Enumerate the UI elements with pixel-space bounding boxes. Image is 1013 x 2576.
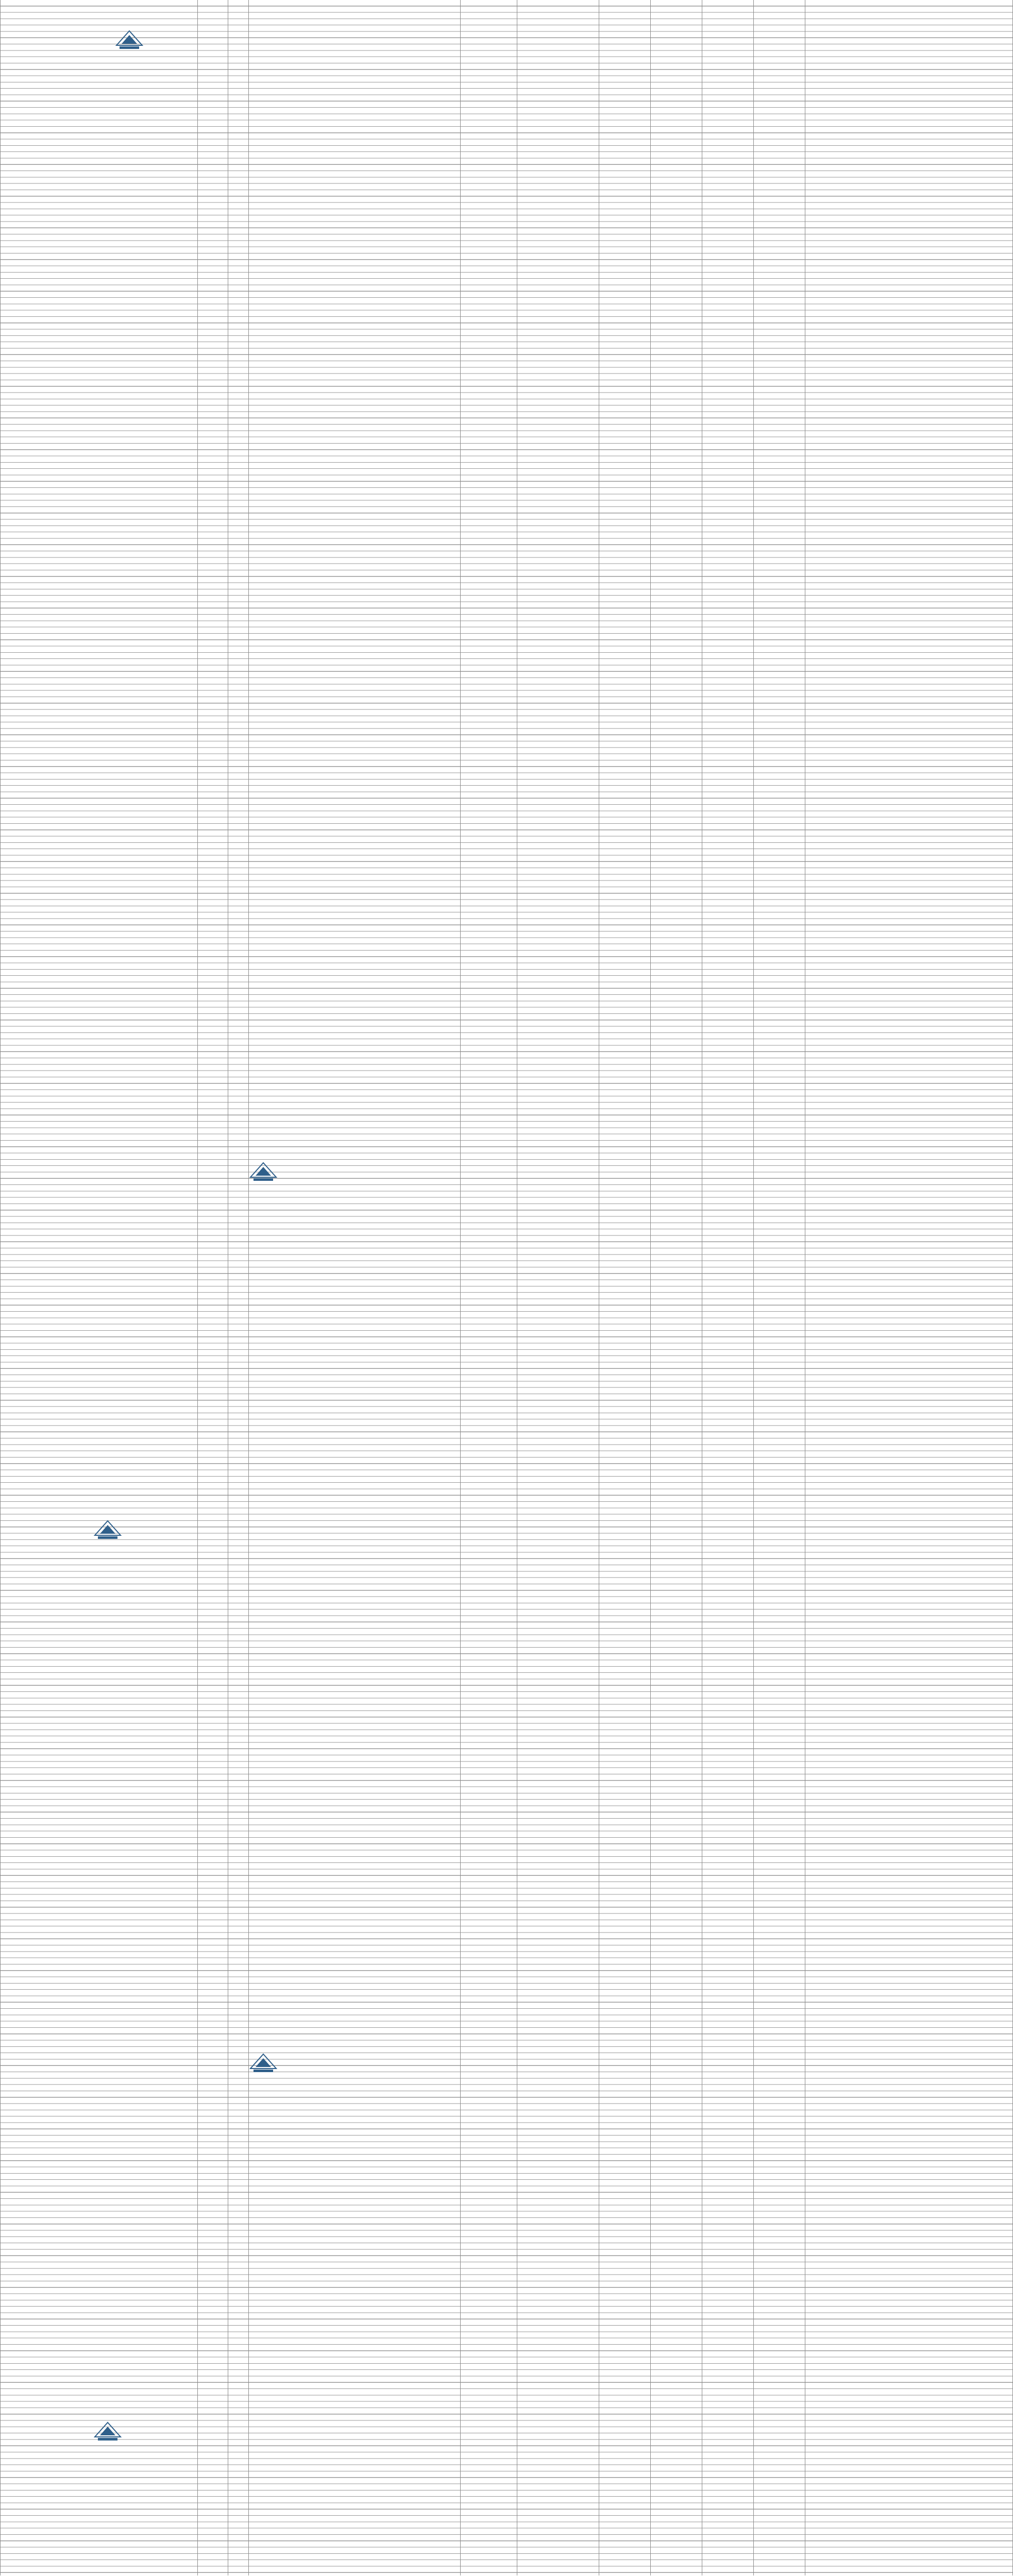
cell-c3 — [652, 96, 701, 101]
cell-c6 — [462, 45, 516, 50]
cell-code — [199, 1, 227, 6]
cell-title — [806, 32, 1010, 38]
cell-c4 — [600, 32, 649, 38]
company-logo-icon — [93, 2421, 123, 2442]
cell-c5 — [518, 70, 598, 76]
table-row — [0, 39, 1013, 44]
cell-c3 — [652, 32, 701, 38]
cell-c6 — [462, 83, 516, 89]
cell-title — [806, 77, 1010, 82]
cell-c4 — [600, 1, 649, 6]
table-row — [0, 51, 1013, 57]
cell-c7 — [250, 20, 459, 25]
cell-c4 — [600, 13, 649, 19]
cell-c1 — [755, 51, 804, 57]
cell-c5 — [518, 13, 598, 19]
cell-c4 — [600, 39, 649, 44]
cell-title — [806, 20, 1010, 25]
cell-c4 — [600, 64, 649, 70]
company-logo-icon — [248, 1162, 278, 1182]
cell-code — [199, 89, 227, 95]
cell-c3 — [652, 26, 701, 31]
table-row — [0, 70, 1013, 76]
cell-c2 — [703, 26, 752, 31]
cell-c7 — [250, 51, 459, 57]
cell-c3 — [652, 70, 701, 76]
cell-c4 — [600, 20, 649, 25]
cell-c4 — [600, 58, 649, 63]
cell-c1 — [755, 1, 804, 6]
cell-c6 — [462, 77, 516, 82]
cell-c2 — [703, 7, 752, 12]
column-divider — [650, 0, 651, 2575]
cell-code — [199, 77, 227, 82]
company-logo-icon — [93, 1520, 123, 1540]
company-logo-icon — [248, 2053, 278, 2074]
cell-c6 — [462, 1, 516, 6]
table-row — [0, 83, 1013, 89]
table-row — [0, 7, 1013, 12]
cell-c1 — [755, 32, 804, 38]
cell-c5 — [518, 96, 598, 101]
cell-c4 — [600, 7, 649, 12]
cell-c6 — [462, 13, 516, 19]
cell-c7 — [250, 89, 459, 95]
cell-c4 — [600, 89, 649, 95]
cell-title — [806, 51, 1010, 57]
cell-code — [199, 64, 227, 70]
cell-c6 — [462, 20, 516, 25]
column-divider — [248, 0, 249, 2575]
cell-address — [229, 26, 248, 31]
cell-c7 — [250, 58, 459, 63]
table-row — [0, 45, 1013, 50]
cell-address — [229, 77, 248, 82]
cell-c6 — [462, 89, 516, 95]
cell-c1 — [755, 96, 804, 101]
table-row — [0, 89, 1013, 95]
cell-c6 — [462, 70, 516, 76]
cell-c3 — [652, 89, 701, 95]
cell-code — [199, 45, 227, 50]
cell-c2 — [703, 64, 752, 70]
cell-c5 — [518, 89, 598, 95]
cell-c4 — [600, 77, 649, 82]
cell-code — [199, 58, 227, 63]
cell-address — [229, 32, 248, 38]
table-row — [0, 32, 1013, 38]
cell-c4 — [600, 83, 649, 89]
cell-c7 — [250, 7, 459, 12]
cell-c2 — [703, 83, 752, 89]
cell-c5 — [518, 39, 598, 44]
cell-c2 — [703, 96, 752, 101]
cell-code — [199, 83, 227, 89]
cell-address — [229, 51, 248, 57]
cell-c1 — [755, 64, 804, 70]
cell-address — [229, 89, 248, 95]
cell-title — [806, 39, 1010, 44]
cell-title — [806, 96, 1010, 101]
cell-c7 — [250, 64, 459, 70]
cell-c1 — [755, 83, 804, 89]
column-divider — [460, 0, 461, 2575]
cell-c2 — [703, 77, 752, 82]
cell-c7 — [250, 96, 459, 101]
cell-title — [806, 70, 1010, 76]
column-divider — [197, 0, 198, 2575]
cell-title — [806, 83, 1010, 89]
cell-c7 — [250, 45, 459, 50]
cell-c3 — [652, 39, 701, 44]
cell-c7 — [250, 39, 459, 44]
cell-c2 — [703, 51, 752, 57]
cell-c1 — [755, 58, 804, 63]
cell-c1 — [755, 7, 804, 12]
cell-c3 — [652, 64, 701, 70]
cell-c3 — [652, 13, 701, 19]
cell-c3 — [652, 51, 701, 57]
cell-c2 — [703, 70, 752, 76]
cell-code — [199, 13, 227, 19]
cell-c7 — [250, 32, 459, 38]
cell-c5 — [518, 77, 598, 82]
table-row — [0, 64, 1013, 70]
cell-c2 — [703, 89, 752, 95]
cell-c6 — [462, 7, 516, 12]
cell-c5 — [518, 20, 598, 25]
cell-c2 — [703, 13, 752, 19]
cell-c5 — [518, 83, 598, 89]
cell-c5 — [518, 1, 598, 6]
cell-c6 — [462, 32, 516, 38]
cell-c2 — [703, 32, 752, 38]
cell-c2 — [703, 1, 752, 6]
cell-c1 — [755, 45, 804, 50]
cell-title — [806, 89, 1010, 95]
table-row — [0, 77, 1013, 82]
cell-title — [806, 58, 1010, 63]
cell-c3 — [652, 7, 701, 12]
cell-c2 — [703, 39, 752, 44]
cell-title — [806, 45, 1010, 50]
cell-c5 — [518, 45, 598, 50]
cell-c6 — [462, 39, 516, 44]
cell-address — [229, 45, 248, 50]
cell-c3 — [652, 20, 701, 25]
cell-address — [229, 96, 248, 101]
cell-c2 — [703, 20, 752, 25]
cell-address — [229, 1, 248, 6]
cell-c1 — [755, 89, 804, 95]
cell-code — [199, 32, 227, 38]
cell-c5 — [518, 26, 598, 31]
cell-address — [229, 13, 248, 19]
cell-c4 — [600, 45, 649, 50]
cell-address — [229, 83, 248, 89]
cell-c1 — [755, 20, 804, 25]
company-logo-icon — [114, 30, 144, 50]
cell-title — [806, 7, 1010, 12]
cell-title — [806, 26, 1010, 31]
cell-c5 — [518, 32, 598, 38]
cell-address — [229, 39, 248, 44]
cell-code — [199, 70, 227, 76]
cell-c7 — [250, 13, 459, 19]
cell-c5 — [518, 58, 598, 63]
cell-code — [199, 20, 227, 25]
cell-c7 — [250, 70, 459, 76]
cell-c4 — [600, 96, 649, 101]
cell-c4 — [600, 26, 649, 31]
table-row — [0, 26, 1013, 31]
cell-title — [806, 64, 1010, 70]
cell-c3 — [652, 77, 701, 82]
cell-c1 — [755, 70, 804, 76]
cell-address — [229, 58, 248, 63]
cell-c5 — [518, 7, 598, 12]
table-row — [0, 58, 1013, 63]
table-row — [0, 20, 1013, 25]
cell-c3 — [652, 58, 701, 63]
cell-c6 — [462, 51, 516, 57]
cell-code — [199, 51, 227, 57]
cell-c2 — [703, 58, 752, 63]
cell-c4 — [600, 70, 649, 76]
cell-c3 — [652, 45, 701, 50]
cell-c7 — [250, 77, 459, 82]
cell-c1 — [755, 77, 804, 82]
cell-c6 — [462, 96, 516, 101]
cell-c6 — [462, 64, 516, 70]
column-divider — [0, 0, 1, 2575]
cell-title — [806, 1, 1010, 6]
cell-code — [199, 7, 227, 12]
table-row — [0, 13, 1013, 19]
cell-c6 — [462, 58, 516, 63]
cell-code — [199, 39, 227, 44]
column-divider — [753, 0, 754, 2575]
cell-c3 — [652, 83, 701, 89]
cell-address — [229, 20, 248, 25]
cell-address — [229, 70, 248, 76]
cell-c5 — [518, 51, 598, 57]
cell-c4 — [600, 51, 649, 57]
cell-address — [229, 7, 248, 12]
cell-c6 — [462, 26, 516, 31]
cell-code — [199, 26, 227, 31]
table-row — [0, 1, 1013, 6]
cell-code — [199, 96, 227, 101]
cell-c2 — [703, 45, 752, 50]
cell-c7 — [250, 26, 459, 31]
cell-c1 — [755, 26, 804, 31]
cell-c7 — [250, 83, 459, 89]
cell-title — [806, 13, 1010, 19]
cell-c5 — [518, 64, 598, 70]
table-row — [0, 96, 1013, 101]
cell-c7 — [250, 1, 459, 6]
cell-c3 — [652, 1, 701, 6]
cell-c1 — [755, 13, 804, 19]
cell-c1 — [755, 39, 804, 44]
cell-address — [229, 64, 248, 70]
